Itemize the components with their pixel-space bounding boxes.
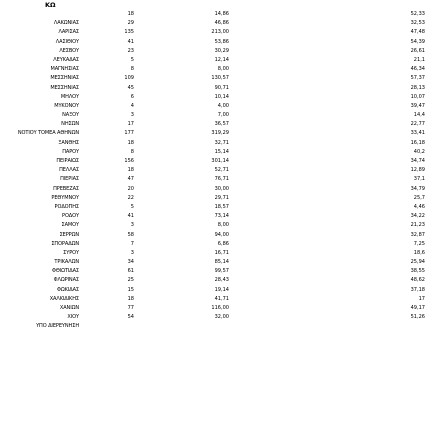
region-name-cell: ΦΛΩΡΙΝΑΣ [53, 277, 79, 284]
table-row [0, 212, 445, 221]
region-name-cell: ΣΕΡΡΩΝ [59, 231, 79, 238]
percent-cell: 34,79 [410, 185, 425, 192]
count-cell: 41 [127, 38, 134, 45]
region-name-cell: ΣΑΜΟΥ [61, 222, 79, 229]
region-name-cell: ΦΘΙΩΤΙΔΑΣ [52, 268, 79, 275]
value-cell: 18,57 [214, 203, 229, 210]
percent-cell: 46,34 [410, 66, 425, 73]
percent-cell: 32,53 [410, 20, 425, 27]
count-cell: 34 [127, 259, 134, 266]
value-cell: 15,14 [214, 148, 229, 155]
percent-cell: 10,07 [410, 93, 425, 100]
count-cell: 47 [127, 176, 134, 183]
table-row [0, 10, 445, 19]
percent-cell: 49,17 [410, 305, 425, 311]
region-name-cell: ΠΕΛΛΑΣ [59, 167, 79, 174]
count-cell: 5 [130, 56, 134, 63]
table-row [0, 304, 445, 313]
percent-cell: 38,55 [410, 268, 425, 275]
value-cell: 130,57 [211, 75, 229, 82]
percent-cell: 39,47 [410, 102, 425, 109]
percent-cell: 37,1 [413, 176, 425, 183]
count-cell: 6 [130, 93, 134, 100]
table-row [0, 267, 445, 276]
count-cell: 5 [130, 203, 134, 210]
value-cell: 53,86 [214, 38, 229, 45]
count-cell: 109 [124, 75, 134, 82]
table-row [0, 175, 445, 184]
percent-cell: 18,6 [413, 249, 425, 256]
value-cell: 99,57 [214, 268, 229, 275]
value-cell: 8,00 [217, 222, 229, 229]
region-name-cell: ΛΑΡΙΣΑΣ [58, 29, 79, 36]
count-cell: 8 [130, 148, 134, 155]
region-name-cell: ΤΡΙΚΑΛΩΝ [54, 259, 79, 266]
percent-cell: 16,18 [410, 139, 425, 146]
percent-cell: 52,33 [410, 11, 425, 17]
count-cell: 17 [127, 121, 134, 128]
region-name-cell: ΛΕΥΚΑΔΑΣ [53, 56, 79, 63]
count-cell: 8 [130, 66, 134, 73]
region-name-cell: ΠΕΙΡΑΙΩΣ [56, 158, 79, 164]
table-row [0, 120, 445, 129]
region-name-cell: ΦΩΚΙΔΑΣ [57, 286, 79, 293]
table-row [0, 231, 445, 240]
percent-cell: 28,13 [410, 84, 425, 91]
count-cell: 58 [127, 231, 134, 238]
value-cell: 28,43 [214, 277, 229, 284]
table-row [0, 185, 445, 194]
percent-cell: 26,61 [410, 47, 425, 54]
percent-cell: 33,41 [410, 130, 425, 137]
region-name-cell: ΠΑΡΟΥ [62, 148, 79, 155]
percent-cell: 32,87 [410, 231, 425, 238]
table-row [0, 84, 445, 93]
table-row [0, 258, 445, 267]
value-cell: 30,00 [214, 185, 229, 192]
percent-cell: 7,25 [413, 240, 425, 247]
percent-cell: 17 [418, 295, 425, 302]
value-cell: 301,14 [211, 158, 229, 164]
table-row [0, 166, 445, 175]
count-cell: 3 [130, 112, 134, 119]
count-cell: 3 [130, 249, 134, 256]
table-row [0, 276, 445, 285]
value-cell: 32,71 [214, 139, 229, 146]
value-cell: 12,14 [214, 56, 229, 63]
table-row [0, 249, 445, 258]
region-name-cell: ΛΑΣΙΘΙΟΥ [55, 38, 79, 45]
table-row [0, 19, 445, 28]
table-row [0, 295, 445, 304]
value-cell: 85,14 [214, 259, 229, 266]
table-row [0, 129, 445, 138]
region-name-cell: ΝΗΣΩΝ [61, 121, 79, 128]
value-cell: 94,00 [214, 231, 229, 238]
value-cell: 7,00 [217, 112, 229, 119]
count-cell: 20 [127, 185, 134, 192]
percent-cell: 47,48 [410, 29, 425, 36]
region-name-cell: ΜΑΓΝΗΣΙΑΣ [50, 66, 79, 73]
table-row [0, 102, 445, 111]
value-cell: 14,86 [214, 11, 229, 17]
region-name-cell: ΝΟΤΙΟΥ ΤΟΜΕΑ ΑΘΗΝΩΝ [17, 130, 79, 137]
table-row [0, 38, 445, 47]
value-cell: 46,86 [214, 20, 229, 27]
count-cell: 22 [127, 194, 134, 201]
table-row [0, 56, 445, 65]
value-cell: 76,71 [214, 176, 229, 183]
percent-cell: 22,77 [410, 121, 425, 128]
percent-cell: 25,7 [413, 194, 425, 201]
count-cell: 3 [130, 222, 134, 229]
region-name-cell: ΡΟΔΟΠΗΣ [54, 203, 79, 210]
value-cell: 41,71 [214, 295, 229, 302]
region-name-cell: ΞΑΝΘΗΣ [58, 139, 79, 146]
region-name-cell: ΜΕΣΣΗΝΙΑΣ [50, 84, 79, 91]
region-name-cell: ΛΑΚΩΝΙΑΣ [53, 20, 79, 27]
region-name-cell: ΠΙΕΡΙΑΣ [60, 176, 79, 183]
percent-cell: 37,18 [410, 286, 425, 293]
value-cell: 116,00 [211, 305, 229, 311]
table-row [0, 157, 445, 166]
region-name-cell: ΠΡΕΒΕΖΑΣ [53, 185, 79, 192]
region-name-cell: ΜΥΚΟΝΟΥ [54, 102, 79, 109]
count-cell: 77 [127, 305, 134, 311]
table-row [0, 93, 445, 102]
table-row [0, 194, 445, 203]
table-row [0, 240, 445, 249]
region-name-cell: ΧΑΛΚΙΔΙΚΗΣ [49, 295, 79, 302]
table-body [0, 10, 445, 332]
region-name-cell: ΜΕΣΣΗΝΙΑΣ [50, 75, 79, 82]
region-name-cell: ΣΠΟΡΑΔΩΝ [51, 240, 79, 247]
count-cell: 156 [124, 158, 134, 164]
region-name-cell: ΜΗΛΟΥ [60, 93, 79, 100]
table-row [0, 148, 445, 157]
count-cell: 177 [124, 130, 134, 137]
percent-cell: 21,1 [413, 56, 425, 63]
percent-cell: 34,22 [410, 213, 425, 220]
value-cell: 8,00 [217, 66, 229, 73]
count-cell: 18 [127, 167, 134, 174]
table-row [0, 286, 445, 295]
value-cell: 73,14 [214, 213, 229, 220]
percent-cell: 4,46 [413, 203, 425, 210]
percent-cell: 40,2 [413, 148, 425, 155]
count-cell: 61 [127, 268, 134, 275]
table-row [0, 65, 445, 74]
table-row [0, 74, 445, 83]
value-cell: 16,71 [214, 249, 229, 256]
region-name-cell: ΡΟΔΟΥ [62, 213, 79, 220]
table-row [0, 313, 445, 322]
percent-cell: 21,23 [410, 222, 425, 229]
value-cell: 32,00 [214, 314, 229, 321]
region-name-cell: ΧΑΝΙΩΝ [59, 305, 79, 311]
count-cell: 54 [127, 314, 134, 321]
region-name-cell: ΧΙΟΥ [67, 314, 79, 321]
percent-cell: 54,39 [410, 38, 425, 45]
count-cell: 41 [127, 213, 134, 220]
count-cell: 4 [130, 102, 134, 109]
value-cell: 30,29 [214, 47, 229, 54]
table-row [0, 203, 445, 212]
region-name-cell: ΣΥΡΟΥ [63, 249, 79, 256]
value-cell: 29,71 [214, 194, 229, 201]
value-cell: 10,14 [214, 93, 229, 100]
percent-cell: 51,26 [410, 314, 425, 321]
region-name-cell: ΡΕΘΥΜΝΟΥ [51, 194, 79, 201]
value-cell: 90,71 [214, 84, 229, 91]
percent-cell: 34,74 [410, 158, 425, 164]
value-cell: 319,29 [211, 130, 229, 137]
count-cell: 18 [127, 11, 134, 17]
count-cell: 18 [127, 295, 134, 302]
table-row [0, 139, 445, 148]
percent-cell: 12,89 [410, 167, 425, 174]
percent-cell: 48,62 [410, 277, 425, 284]
table-row [0, 111, 445, 120]
region-header: ΚΩ [45, 1, 56, 9]
count-cell: 135 [124, 29, 134, 36]
value-cell: 36,57 [214, 121, 229, 128]
value-cell: 4,00 [217, 102, 229, 109]
percent-cell: 14,4 [413, 112, 425, 119]
region-name-cell: ΥΠΟ ΔΙΕΡΕΥΝΗΣΗ [36, 323, 79, 330]
count-cell: 18 [127, 139, 134, 146]
value-cell: 213,00 [211, 29, 229, 36]
value-cell: 52,71 [214, 167, 229, 174]
value-cell: 6,86 [217, 240, 229, 247]
region-name-cell: ΛΕΣΒΟΥ [59, 47, 79, 54]
value-cell: 19,14 [214, 286, 229, 293]
table-row [0, 322, 445, 331]
region-name-cell: ΝΑΞΟΥ [62, 112, 79, 119]
table-row [0, 47, 445, 56]
percent-cell: 57,37 [410, 75, 425, 82]
count-cell: 7 [130, 240, 134, 247]
count-cell: 45 [127, 84, 134, 91]
count-cell: 23 [127, 47, 134, 54]
percent-cell: 25,94 [410, 259, 425, 266]
table-row [0, 28, 445, 37]
table-row [0, 221, 445, 230]
count-cell: 29 [127, 20, 134, 27]
count-cell: 15 [127, 286, 134, 293]
count-cell: 25 [127, 277, 134, 284]
